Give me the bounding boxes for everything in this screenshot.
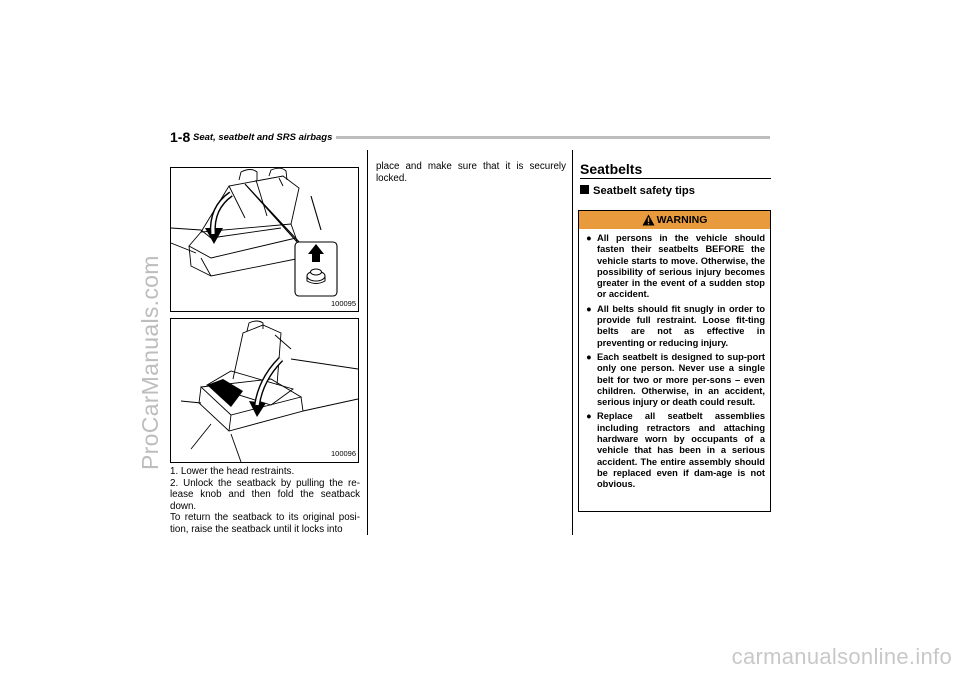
bullet-icon: ● <box>586 233 592 243</box>
column-divider <box>572 150 573 535</box>
warning-item-text: Replace all seatbelt assemblies including retractors and attaching hardware worn by occupants of a vehicle that has been in a serious accident. The entire assembly should be replaced even if dam-age is not obvious. <box>597 411 765 490</box>
middle-column-text <box>376 161 566 184</box>
square-bullet-icon <box>580 185 589 194</box>
warning-triangle-icon <box>642 214 655 226</box>
warning-label: WARNING <box>656 214 708 226</box>
subsection-heading <box>580 185 695 197</box>
warning-item-text: All belts should fit snugly in order to provide full restraint. Loose fit-ting belts are not as effective in preventing or reducing injury. <box>597 303 765 348</box>
left-column-text <box>170 466 360 536</box>
section-name: Seat, seatbelt and SRS airbags <box>193 132 336 143</box>
paragraph: 1. Lower the head restraints. <box>170 466 295 477</box>
warning-item-text: All persons in the vehicle should fasten their seatbelts BEFORE the vehicle starts to move. Otherwise, the possibility of serious injury becomes greater in the event of a sudden stop or accident. <box>597 233 765 300</box>
footer-watermark: carmanualsonline.info <box>731 644 952 669</box>
figure-code: 100096 <box>331 449 357 458</box>
warning-item <box>586 303 765 349</box>
figure-seatback-fold <box>170 318 359 463</box>
warning-list <box>579 229 770 491</box>
page-number: 1-8 <box>170 129 193 145</box>
column-divider <box>367 150 368 535</box>
bullet-icon: ● <box>586 303 592 314</box>
seat-fold-illustration <box>171 319 358 462</box>
seat-release-illustration <box>171 168 358 311</box>
figure-seatback-release <box>170 167 359 312</box>
warning-item <box>586 351 765 408</box>
figure-code: 100095 <box>331 299 357 308</box>
paragraph: To return the seatback to its original posi-tion, raise the seatback until it locks into <box>170 512 360 535</box>
bullet-icon: ● <box>586 351 592 362</box>
title-rule <box>580 178 771 179</box>
bullet-icon: ● <box>586 411 592 422</box>
paragraph: place and make sure that it is securely locked. <box>376 161 566 184</box>
warning-item-text: Each seatbelt is designed to sup-port only one person. Never use a single belt for two or more per-sons – even children. Otherwise, in an accident, serious injury or death could result. <box>597 351 765 408</box>
side-watermark: ProCarManuals.com <box>137 255 163 470</box>
warning-box <box>578 210 771 512</box>
warning-item <box>586 233 765 301</box>
subsection-title: Seatbelt safety tips <box>593 185 695 197</box>
warning-item <box>586 411 765 490</box>
warning-header <box>579 211 770 229</box>
section-title: Seatbelts <box>580 161 643 177</box>
paragraph: 2. Unlock the seatback by pulling the re-lease knob and then fold the seatback down. <box>170 477 360 512</box>
